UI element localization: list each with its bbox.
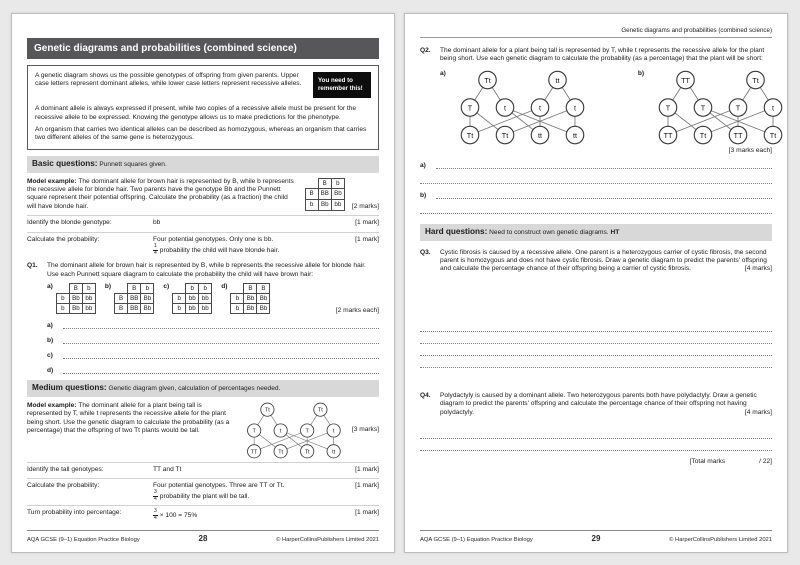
marks-label: [1 mark] (355, 481, 379, 489)
svg-text:Tt: Tt (752, 75, 759, 85)
question-text: Cystic fibrosis is caused by a recessive allele. One parent is a heterozygous carrier of cystic fibrosis, the second parent is homozygous and does not have cystic fibrosis. Draw a genetic diagram to predict the parents' offspring and calculate the percentage chance of their offspring being a carrier of cystic fibrosis. (440, 248, 767, 273)
svg-text:TT: TT (681, 75, 691, 85)
svg-text:Tt: Tt (484, 75, 491, 85)
identify-label: Identify the tall genotypes: (27, 465, 104, 473)
punnett-cell: B (318, 178, 331, 189)
q2-answer-a-line2 (420, 177, 772, 184)
q1-punnett-squares (47, 283, 379, 314)
svg-text:Tt: Tt (304, 449, 310, 456)
medium-model-example (27, 402, 379, 459)
calculate-answer: Four potential genotypes. Three are TT or Tt. $\frac{3}{4}$ probability the plant will be tall. (153, 481, 285, 502)
svg-text:T: T (700, 103, 706, 113)
total-marks-value: / 22] (759, 458, 772, 466)
question-q1 (27, 262, 379, 279)
svg-text:t: t (332, 428, 335, 435)
punnett-square-c: c) b b b bb bb b bb bb (163, 283, 212, 314)
fraction: $\frac{1}{4}$ (154, 243, 157, 256)
marks-label: [1 mark] (355, 219, 379, 227)
svg-text:t: t (573, 103, 576, 113)
q2-diagrams (440, 69, 777, 145)
svg-text:Tt: Tt (699, 130, 707, 140)
svg-text:T: T (665, 103, 671, 113)
identify-answer: bb (153, 219, 161, 227)
higher-tier-tag: HT (610, 228, 620, 236)
percentage-answer: $\frac{3}{4}$ × 100 = 75% (154, 508, 198, 521)
svg-text:T: T (252, 428, 256, 435)
svg-text:T: T (735, 103, 741, 113)
punnett-cell: Bb (318, 200, 331, 211)
svg-text:Tt: Tt (278, 449, 283, 456)
section-heading-basic (27, 156, 379, 173)
footer-left-page (27, 530, 379, 543)
calculate-answer: Four potential genotypes. Only one is bb. $\frac{1}{4}$ probability the child will have blonde hair. (153, 235, 280, 256)
identify-label: Identify the blonde genotype: (27, 219, 112, 227)
medium-identify-row (27, 462, 379, 475)
svg-text:Tt: Tt (317, 407, 323, 414)
remember-callout: You need to remember this! (313, 72, 371, 98)
question-q4 (420, 392, 772, 417)
q2-diagram-a: a) Tt tt T t t t Tt Tt tt tt (440, 70, 590, 145)
marks-label: [4 marks] (744, 265, 772, 273)
calculate-label: Calculate the probability: (27, 235, 100, 243)
marks-label: [1 mark] (355, 509, 379, 517)
answer-line-a: a) (47, 322, 379, 329)
dotted-answer-line (420, 427, 772, 439)
genetic-diagram-q2a (450, 70, 590, 145)
genetic-diagram-medium (239, 402, 345, 459)
marks-label: [1 mark] (355, 235, 379, 243)
dotted-answer-line (420, 356, 772, 368)
punnett-cell: b (305, 200, 318, 211)
question-q2 (420, 47, 772, 64)
answer-line-c: c) (47, 352, 379, 359)
section-heading-medium-title: Medium questions: (32, 383, 107, 393)
footer-copyright: © HarperCollinsPublishers Limited 2021 (276, 537, 379, 543)
dotted-answer-line (420, 178, 772, 184)
svg-text:Tt: Tt (769, 130, 777, 140)
section-heading-medium (27, 380, 379, 397)
dotted-answer-line (63, 338, 379, 344)
page-right (404, 13, 788, 553)
page-number: 29 (591, 534, 601, 543)
page-title: Genetic diagrams and probabilities (combined science) (27, 38, 379, 59)
question-text: Polydactyly is caused by a dominant allele. Two heterozygous parents both have polydactyly. Draw a genetic diagram to predict the parents' offspring and calculate the percentage chance of their offspring not having polydactyly. (440, 391, 757, 416)
svg-text:TT: TT (733, 130, 743, 140)
dotted-answer-line (420, 208, 772, 214)
dotted-answer-line (63, 368, 379, 374)
answer-line-b: b) (47, 337, 379, 344)
intro-paragraph-3: An organism that carries two identical alleles can be described as homozygous, whereas an organism that carries two different alleles of the same gene is heterozygous. (35, 126, 367, 142)
q2-answer-b: b) (420, 192, 772, 199)
intro-box (27, 65, 379, 150)
svg-text:Tt: Tt (466, 130, 474, 140)
q2-answer-a: a) (420, 162, 772, 169)
svg-text:tt: tt (537, 130, 542, 140)
punnett-square-d: d) B B b Bb Bb b Bb Bb (221, 283, 270, 314)
punnett-cell: bb (331, 200, 344, 211)
medium-calculate-row (27, 478, 379, 503)
svg-text:t: t (772, 103, 775, 113)
dotted-answer-line (420, 320, 772, 332)
question-q3 (420, 249, 772, 274)
footer-copyright: © HarperCollinsPublishers Limited 2021 (669, 537, 772, 543)
question-text: The dominant allele for brown hair is represented by B, while b represents the recessive allele for blonde hair. Use each Punnett square diagram to calculate the probability the child will have brown hair: (47, 262, 366, 278)
medium-percentage-row (27, 505, 379, 521)
fraction: $\frac{3}{4}$ (154, 508, 157, 521)
section-heading-hard (420, 224, 772, 241)
section-heading-basic-note: Punnett squares given. (97, 160, 167, 168)
dotted-answer-line (420, 332, 772, 344)
running-header: Genetic diagrams and probabilities (combined science) (420, 27, 772, 38)
question-number: Q2. (420, 47, 431, 54)
basic-calculate-row (27, 232, 379, 257)
section-heading-basic-title: Basic questions: (32, 158, 98, 168)
marks-label: [3 marks each] (728, 146, 772, 154)
dotted-answer-line (420, 344, 772, 356)
intro-paragraph-1: A genetic diagram shows us the possible genotypes of offspring from given parents. Upper case letters represent dominant alleles, while lower case letters represent recessive alleles. (35, 72, 302, 88)
q3-work-area (405, 320, 787, 368)
footer-series-title: AQA GCSE (9–1) Equation Practice Biology (27, 537, 140, 543)
medium-model-text: Model example: The dominant allele for a plant being tall is represented by T, while t represents the recessive allele for the plant being short. Use the genetic diagram to calculate the probability (as a percentage) that the offspring of two Tt plants would be tall. (27, 401, 230, 435)
marks-label: [3 marks] (351, 426, 379, 434)
dotted-answer-line (436, 163, 772, 169)
intro-paragraph-1-wrap (35, 72, 371, 101)
svg-text:Tt: Tt (264, 407, 270, 414)
page-left (11, 13, 395, 553)
marks-label: [2 marks each] (335, 307, 379, 315)
calculate-label: Calculate the probability: (27, 481, 100, 489)
total-marks-row (420, 458, 772, 465)
q2-answer-b-line2 (420, 207, 772, 214)
punnett-cell: Bb (331, 189, 344, 200)
section-heading-hard-note: Need to construct own genetic diagrams. (487, 228, 611, 236)
svg-text:T: T (467, 103, 473, 113)
marks-label: [2 marks] (351, 202, 379, 210)
page-number: 28 (198, 534, 208, 543)
svg-text:t: t (503, 103, 506, 113)
punnett-cell: B (305, 189, 318, 200)
basic-model-example (27, 178, 379, 212)
basic-identify-row (27, 215, 379, 228)
genetic-diagram-q2b (648, 70, 788, 145)
svg-text:Tt: Tt (501, 130, 509, 140)
svg-text:TT: TT (250, 449, 258, 456)
question-number: Q1. (27, 262, 38, 270)
svg-text:t: t (538, 103, 541, 113)
question-text: The dominant allele for a plant being tall is represented by T, while t represents the recessive allele for the plant being short. Use each genetic diagram to calculate the probability (as a percentage) that the plant will be short: (440, 47, 765, 63)
q4-work-area (405, 427, 787, 451)
punnett-square-a: a) B b b Bb bb b Bb bb (47, 283, 96, 314)
basic-model-text: Model example: The dominant allele for brown hair is represented by B, while b represents the recessive allele for blonde hair. Two parents have the genotype Bb and the Punnett square represent their potential offspring. Calculate the probability (as a fraction) the child will have blonde hair. (27, 177, 294, 210)
svg-text:TT: TT (663, 130, 673, 140)
answer-line-d: d) (47, 367, 379, 374)
dotted-answer-line (63, 323, 379, 329)
section-heading-medium-note: Genetic diagram given, calculation of percentages needed. (106, 385, 281, 393)
dotted-answer-line (420, 439, 772, 451)
svg-text:t: t (279, 428, 282, 435)
punnett-cell: BB (318, 189, 331, 200)
punnett-square-b: b) B b B BB Bb B BB Bb (105, 283, 155, 314)
percentage-label: Turn probability into percentage: (27, 509, 122, 517)
dotted-answer-line (63, 353, 379, 359)
identify-answer: TT and Tt (153, 465, 182, 473)
dotted-answer-line (436, 193, 772, 199)
total-marks-label: [Total marks (689, 458, 726, 466)
footer-right-page (420, 530, 772, 543)
svg-text:tt: tt (572, 130, 577, 140)
punnett-square-model (305, 178, 345, 212)
svg-text:T: T (305, 428, 309, 435)
fraction: $\frac{3}{4}$ (154, 489, 157, 502)
footer-series-title: AQA GCSE (9–1) Equation Practice Biology (420, 537, 533, 543)
svg-text:tt: tt (555, 75, 560, 85)
section-heading-hard-title: Hard questions: (425, 226, 488, 236)
svg-text:tt: tt (331, 449, 336, 456)
q2-diagram-b: b) TT Tt T T T t TT Tt TT Tt (638, 70, 788, 145)
punnett-cell: b (331, 178, 344, 189)
marks-label: [4 marks] (744, 408, 772, 416)
intro-paragraph-2: A dominant allele is always expressed if present, while two copies of a recessive allele must be present for the recessive allele to be expressed. Knowing the genotype allows us to make predictions for the phenotype. (35, 105, 357, 121)
question-number: Q4. (420, 391, 431, 399)
marks-label: [1 mark] (355, 465, 379, 473)
question-number: Q3. (420, 248, 431, 256)
